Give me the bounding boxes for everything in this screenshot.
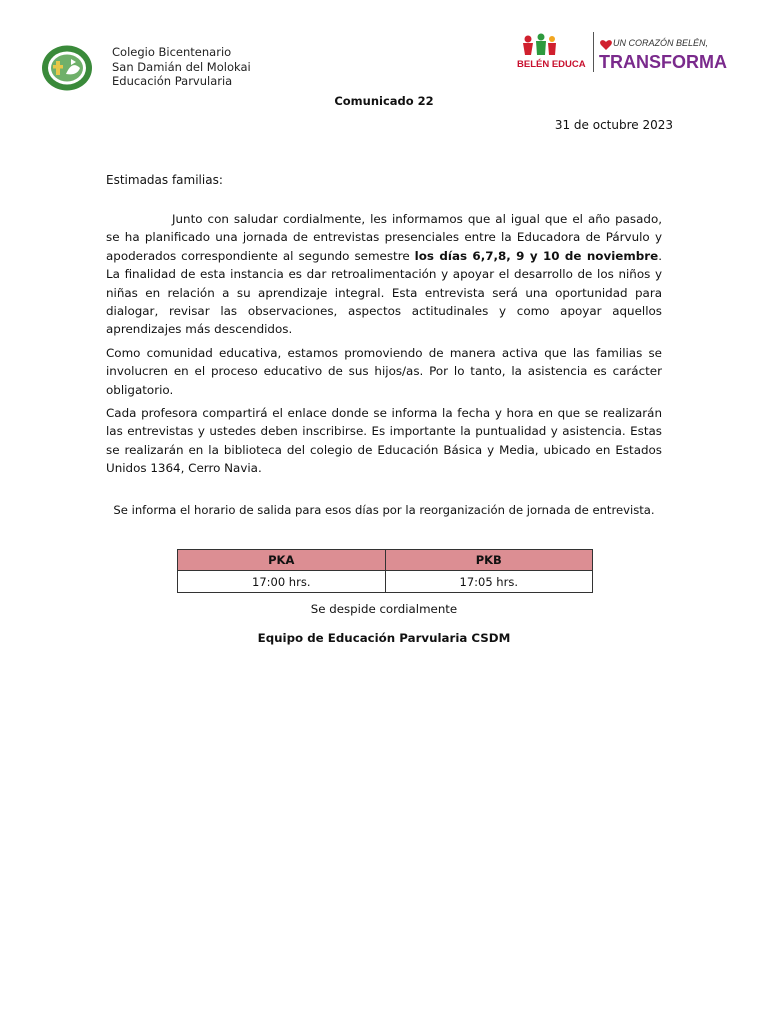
document-title: Comunicado 22 <box>334 94 434 108</box>
table-row <box>178 571 593 593</box>
signature: Equipo de Educación Parvularia CSDM <box>257 631 511 645</box>
table-header-row <box>178 550 593 571</box>
school-name-block <box>112 45 251 89</box>
header-logos <box>512 30 732 76</box>
paragraph-registration: Cada profesora compartirá el enlace donde se informa la fecha y hora en que se realizarán las entrevistas y ustedes deben inscribirse. Es importante la puntualidad y asistencia. Estas se realizarán en la biblioteca del colegio de Educación Básica y Media, ubicado en Estados Unidos 1364, Cerro Navia. <box>106 406 662 476</box>
paragraph-interviews <box>106 210 662 339</box>
header-pka: PKA <box>178 550 386 571</box>
greeting: Estimadas familias: <box>106 173 223 187</box>
letter-body <box>106 210 662 483</box>
time-pkb: 17:05 hrs. <box>385 571 593 593</box>
farewell: Se despide cordialmente <box>310 602 458 616</box>
schedule-notice: Se informa el horario de salida para esos días por la reorganización de jornada de entrevista. <box>113 503 655 517</box>
interview-dates: los días 6,7,8, 9 y 10 de noviembre <box>414 248 659 263</box>
un-corazon-belen-logo <box>599 38 727 72</box>
document-date: 31 de octubre 2023 <box>554 118 673 132</box>
campaign-line-1: UN CORAZÓN BELÉN, <box>613 38 709 48</box>
school-seal-logo <box>40 44 94 92</box>
school-line-3: Educación Parvularia <box>112 74 233 88</box>
school-line-1: Colegio Bicentenario <box>112 45 232 59</box>
campaign-line-2: TRANSFORMA <box>599 52 727 72</box>
header-pkb: PKB <box>385 550 593 571</box>
belen-educa-text: BELÉN EDUCA <box>517 59 586 70</box>
paragraph-attendance: Como comunidad educativa, estamos promoviendo de manera activa que las familias se involucren en el proceso educativo de sus hijos/as. Por lo tanto, la asistencia es carácter obligatorio. <box>106 345 662 397</box>
exit-schedule-table <box>177 549 593 593</box>
paragraph-1-tail: . La finalidad de esta instancia es dar retroalimentación y apoyar el desarrollo de los niños y niñas en relación a su aprendizaje integral. Esta entrevista será una oportunidad para dialogar, revisar las observaciones, aspectos actitudinales y como apoyar aquellos aprendizajes más descendidos. <box>106 248 662 337</box>
paragraph-1-text: Junto con saludar cordialmente, les informamos que al igual que el año pasado, se ha planificado una jornada de entrevistas presenciales entre la Educadora de Párvulo y apoderados correspondiente al segundo semestre <box>106 212 662 263</box>
belen-educa-logo <box>517 34 586 71</box>
time-pka: 17:00 hrs. <box>178 571 386 593</box>
school-line-2: San Damián del Molokai <box>112 59 251 74</box>
